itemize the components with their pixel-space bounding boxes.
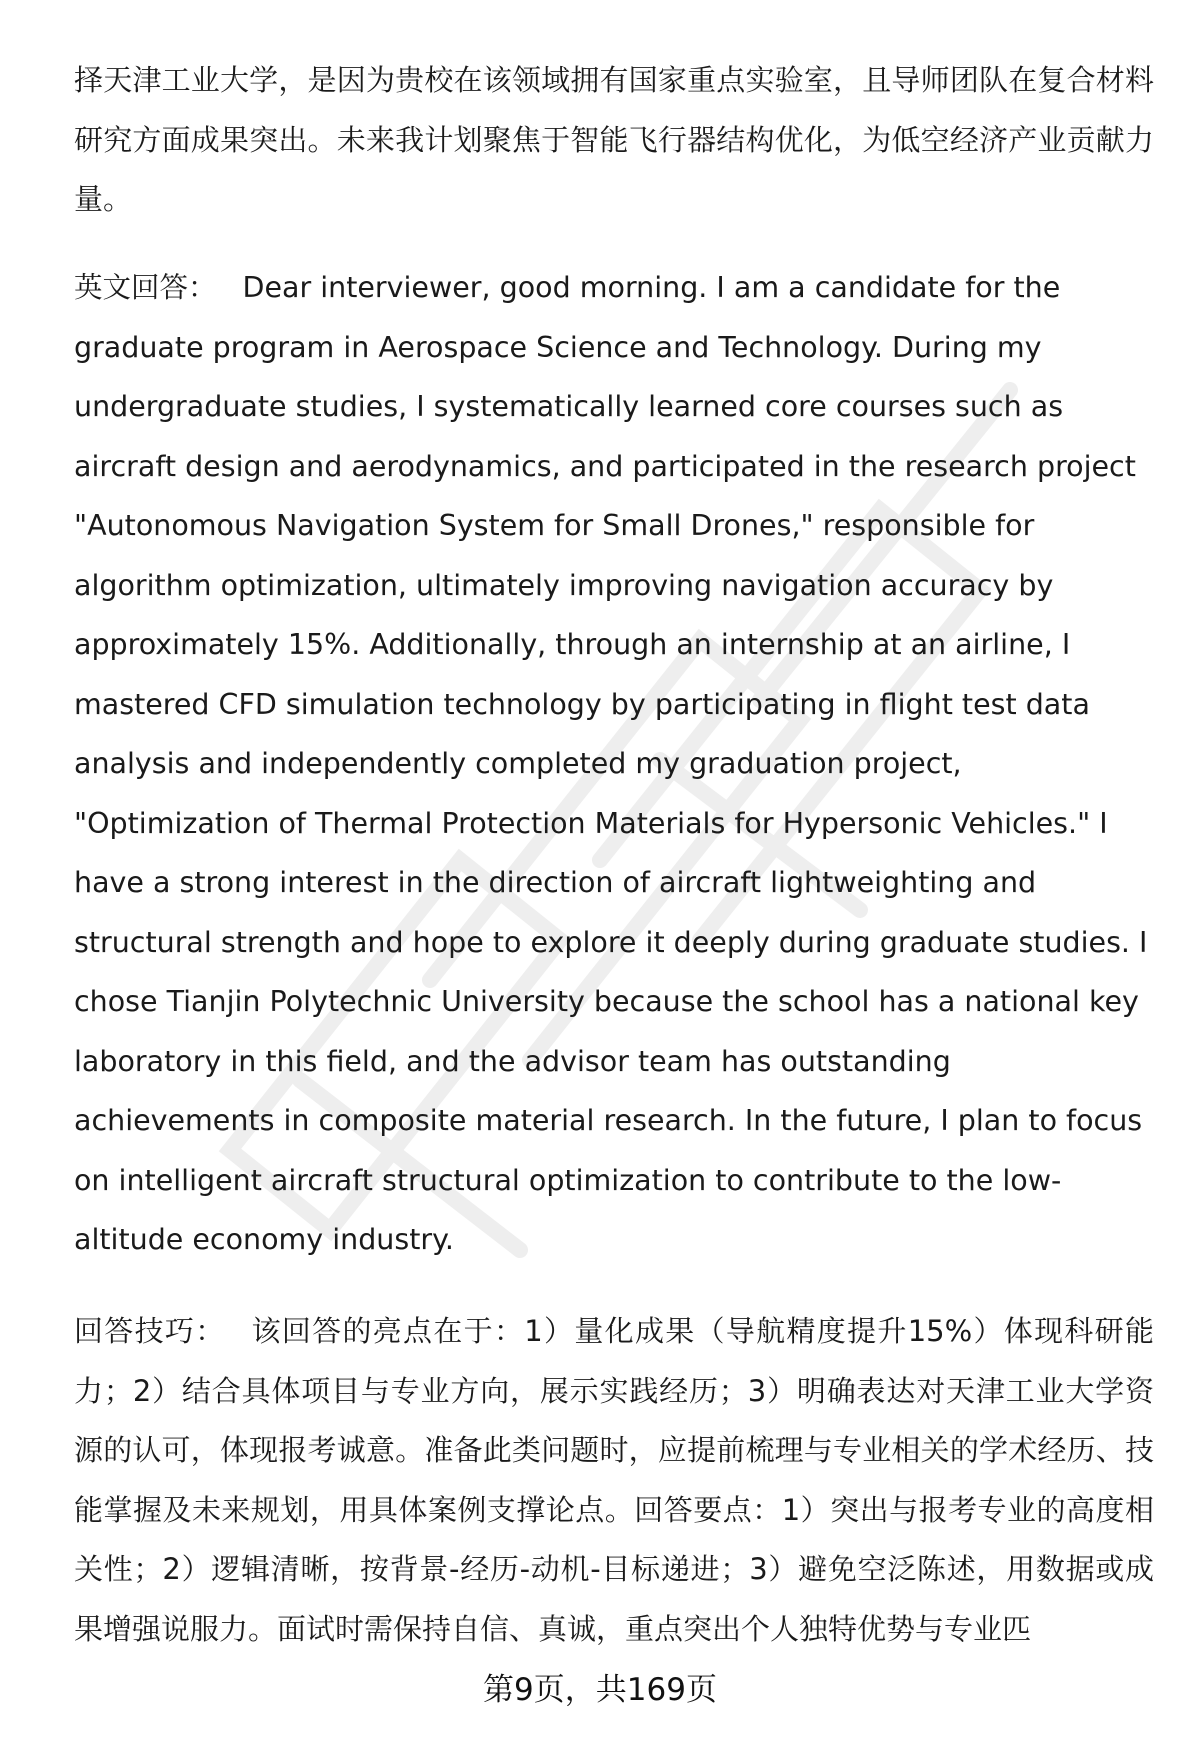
- continued-paragraph-text: 择天津工业大学，是因为贵校在该领域拥有国家重点实验室，且导师团队在复合材料研究方面成果突出。未来我计划聚焦于智能飞行器结构优化，为低空经济产业贡献力量。: [74, 63, 1154, 216]
- page-number-footer: 第9页，共169页: [483, 1672, 717, 1708]
- answer-tips-text: 该回答的亮点在于：1）量化成果（导航精度提升15%）体现科研能力；2）结合具体项目与专业方向，展示实践经历；3）明确表达对天津工业大学资源的认可，体现报考诚意。准备此类问题时，应提前梳理与专业相关的学术经历、技能掌握及未来规划，用具体案例支撑论点。回答要点：1）突出与报考专业的高度相关性；2）逻辑清晰，按背景-经历-动机-目标递进；3）避免空泛陈述，用数据或成果增强说服力。面试时需保持自信、真诚，重点突出个人独特优势与专业匹: [74, 1314, 1154, 1646]
- english-answer-paragraph: [74, 258, 1154, 1270]
- english-answer-text: Dear interviewer, good morning. I am a candidate for the graduate program in Aerospace Science and Technology. During my undergraduate studies, I systematically learned core courses such as aircraft design and aerodynamics, and participated in the research project "Autonomous Navigation System for Small Drones," responsible for algorithm optimization, ultimately improving navigation accuracy by approximately 15%. Additionally, through an internship at an airline, I mastered CFD simulation technology by participating in flight test data analysis and independently completed my graduation project, "Optimization of Thermal Protection Materials for Hypersonic Vehicles." I have a strong interest in the direction of aircraft lightweighting and structural strength and hope to explore it deeply during graduate studies. I chose Tianjin Polytechnic University because the school has a national key laboratory in this field, and the advisor team has outstanding achievements in composite material research. In the future, I plan to focus on intelligent aircraft structural optimization to contribute to the low-altitude economy industry.: [74, 271, 1148, 1256]
- answer-tips-paragraph: [74, 1302, 1154, 1659]
- answer-tips-label: 回答技巧：: [74, 1314, 226, 1348]
- continued-paragraph: [74, 51, 1154, 230]
- english-answer-label: 英文回答：: [74, 271, 217, 304]
